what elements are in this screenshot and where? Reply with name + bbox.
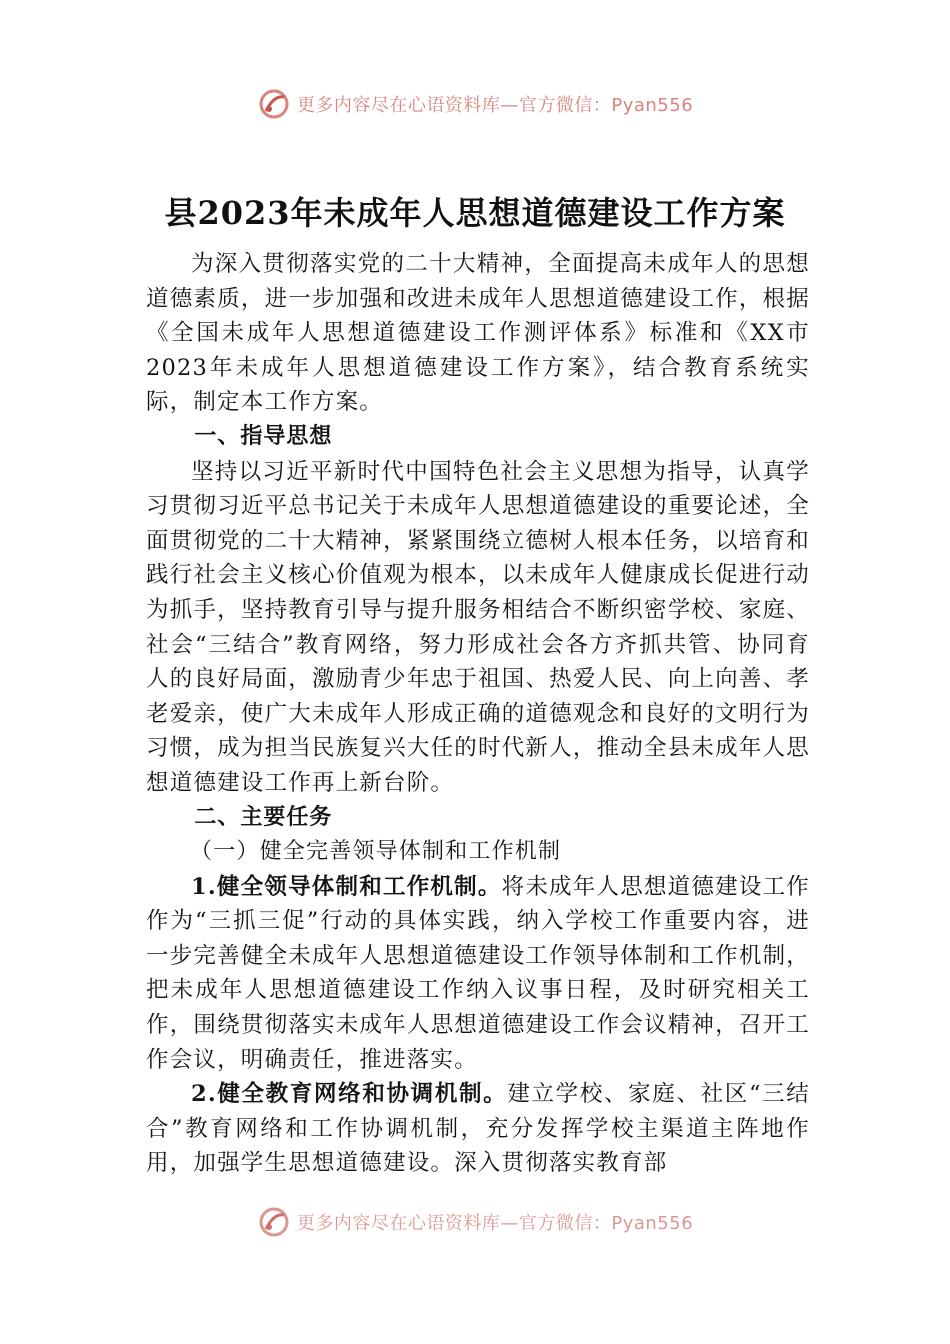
item-2-paragraph — [146, 1077, 810, 1181]
header-watermark-text: 更多内容尽在心语资料库—官方微信：Pyan556 — [296, 95, 694, 116]
item-1-lead: 1.健全领导体制和工作机制。 — [191, 873, 502, 900]
document-title: 县2023年未成年人思想道德建设工作方案 — [164, 194, 786, 232]
footer-watermark-text: 更多内容尽在心语资料库—官方微信：Pyan556 — [296, 1213, 694, 1234]
section-1-heading: 一、指导思想 — [194, 423, 333, 449]
item-2-lead: 2.健全教育网络和协调机制。 — [191, 1081, 508, 1108]
item-2-body: 建立学校、家庭、社区“三结合”教育网络和工作协调机制，充分发挥学校主渠道主阵地作用，加强学生思想道德建设。深入贯彻落实教育部 — [146, 1081, 810, 1177]
item-1-paragraph — [146, 870, 810, 1078]
section-1-paragraph: 坚持以习近平新时代中国特色社会主义思想为指导，认真学习贯彻习近平总书记关于未成年人思想道德建设的重要论述，全面贯彻党的二十大精神，紧紧围绕立德树人根本任务，以培育和践行社会主义核心价值观为根本，以未成年人健康成长促进行动为抓手，坚持教育引导与提升服务相结合不断织密学校、家庭、社会“三结合”教育网络，努力形成社会各方齐抓共管、协同育人的良好局面，激励青少年忠于祖国、热爱人民、向上向善、孝老爱亲，使广大未成年人形成正确的道德观念和良好的文明行为习惯，成为担当民族复兴大任的时代新人，推动全县未成年人思想道德建设工作再上新台阶。 — [146, 458, 810, 796]
item-1-body: 将未成年人思想道德建设工作作为“三抓三促”行动的具体实践，纳入学校工作重要内容，进一步完善健全未成年人思想道德建设工作领导体制和工作机制，把未成年人思想道德建设工作纳入议事日程，及时研究相关工作，围绕贯彻落实未成年人思想道德建设工作会议精神，召开工作会议，明确责任，推进落实。 — [146, 873, 810, 1073]
subsection-1-heading: （一）健全完善领导体制和工作机制 — [190, 839, 562, 865]
document-body — [146, 247, 810, 1222]
section-2-heading: 二、主要任务 — [194, 804, 333, 830]
footer-watermark — [0, 1202, 950, 1242]
brush-seal-icon — [257, 87, 291, 121]
intro-paragraph: 为深入贯彻落实党的二十大精神，全面提高未成年人的思想道德素质，进一步加强和改进未成年人思想道德建设工作，根据《全国未成年人思想道德建设工作测评体系》标准和《XX市2023年未成年人思想道德建设工作方案》，结合教育系统实际，制定本工作方案。 — [146, 251, 810, 416]
brush-seal-icon — [257, 1205, 291, 1239]
header-watermark — [0, 84, 950, 124]
